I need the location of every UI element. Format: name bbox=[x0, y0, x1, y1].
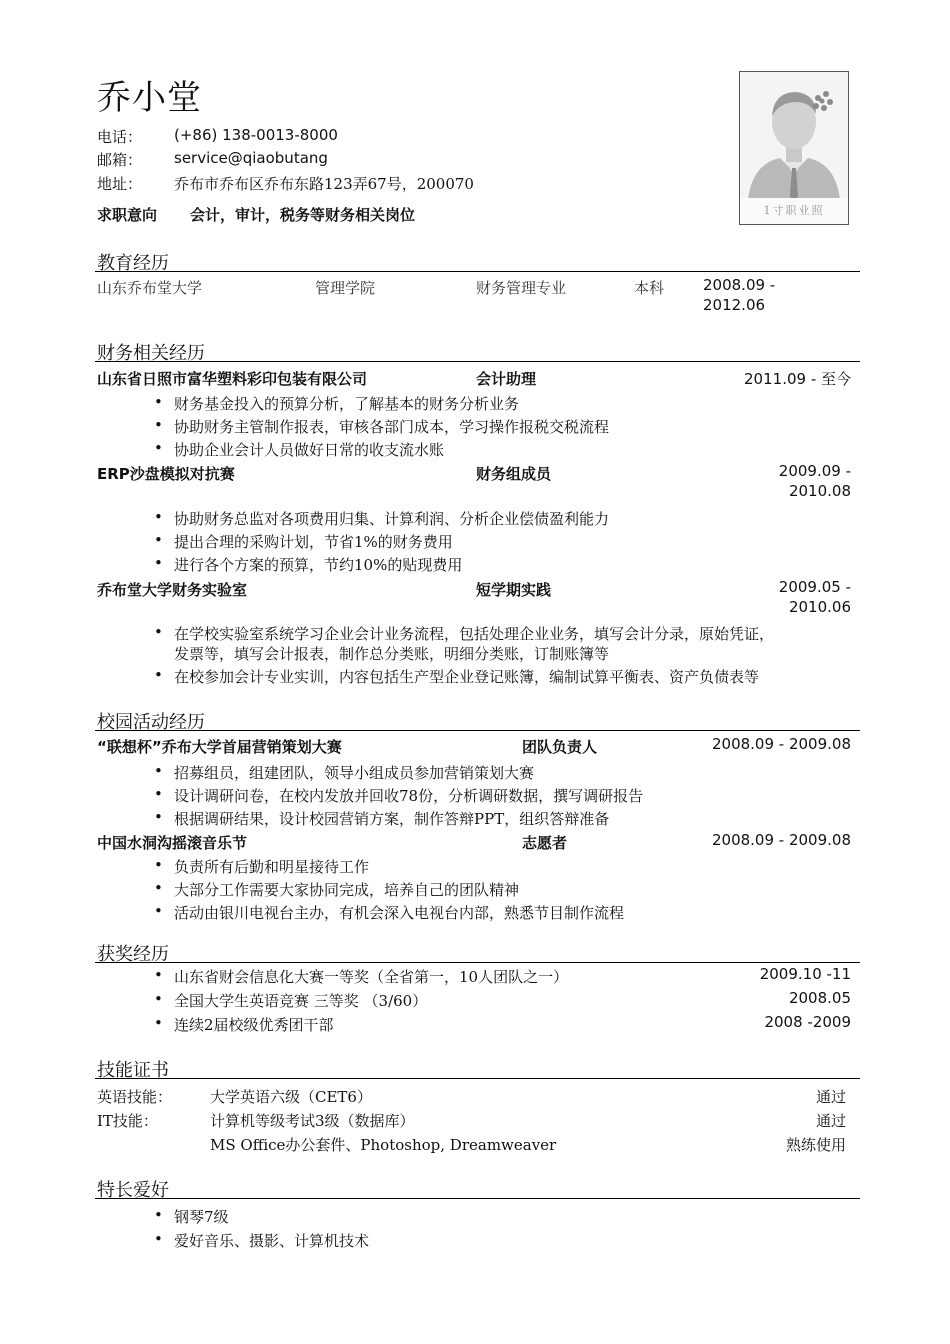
campus-role-1: 团队负责人 bbox=[522, 738, 598, 756]
finance-3-bullet-2: 在校参加会计专业实训，内容包括生产型企业登记账簿，编制试算平衡表、资产负债表等 bbox=[174, 668, 760, 686]
finance-role-1: 会计助理 bbox=[476, 370, 537, 388]
bullet-icon: • bbox=[154, 508, 163, 526]
awards-divider bbox=[95, 962, 860, 963]
campus-org-2: 中国水洞沟摇滚音乐节 bbox=[97, 834, 248, 852]
hobbies-section-title: 特长爱好 bbox=[97, 1180, 169, 1201]
bullet-icon: • bbox=[154, 990, 163, 1008]
bullet-icon: • bbox=[154, 966, 163, 984]
bullet-icon: • bbox=[154, 439, 163, 457]
bullet-icon: • bbox=[154, 762, 163, 780]
finance-org-3: 乔布堂大学财务实验室 bbox=[97, 581, 248, 599]
campus-2-bullet-1: 负责所有后勤和明星接待工作 bbox=[174, 858, 370, 876]
award-2: 全国大学生英语竞赛 三等奖 （3/60） bbox=[174, 992, 428, 1010]
bullet-icon: • bbox=[154, 1014, 163, 1032]
bullet-icon: • bbox=[154, 554, 163, 572]
campus-org-1: “联想杯”乔布大学首届营销策划大赛 bbox=[97, 738, 342, 756]
campus-date-2: 2008.09 - 2009.08 bbox=[711, 831, 851, 849]
finance-divider bbox=[95, 361, 860, 362]
finance-2-bullet-3: 进行各个方案的预算，节约10%的贴现费用 bbox=[174, 556, 463, 574]
education-divider bbox=[95, 271, 860, 272]
bullet-icon: • bbox=[154, 808, 163, 826]
skill-label-english: 英语技能： bbox=[97, 1088, 173, 1106]
photo-caption: 1寸职业照 bbox=[763, 204, 825, 217]
bullet-icon: • bbox=[154, 1206, 163, 1224]
finance-org-2: ERP沙盘模拟对抗赛 bbox=[97, 465, 235, 483]
bullet-icon: • bbox=[154, 531, 163, 549]
finance-role-3: 短学期实践 bbox=[476, 581, 552, 599]
bullet-icon: • bbox=[154, 785, 163, 803]
address-value: 乔布市乔布区乔布东路123弄67号，200070 bbox=[174, 175, 474, 193]
skill-level-office: 熟练使用 bbox=[785, 1136, 846, 1154]
finance-3-bullet-1-cont: 发票等，填写会计报表，制作总分类账，明细分类账，订制账簿等 bbox=[174, 645, 610, 663]
skills-divider bbox=[95, 1078, 860, 1079]
skill-desc-it: 计算机等级考试3级（数据库） bbox=[210, 1112, 415, 1130]
finance-role-2: 财务组成员 bbox=[476, 465, 552, 483]
award-date-1: 2009.10 -11 bbox=[759, 965, 851, 983]
resume-name: 乔小堂 bbox=[97, 78, 202, 118]
bullet-icon: • bbox=[154, 1230, 163, 1248]
campus-date-1: 2008.09 - 2009.08 bbox=[711, 735, 851, 753]
education-section-title: 教育经历 bbox=[97, 253, 169, 274]
education-school: 山东乔布堂大学 bbox=[97, 279, 203, 297]
campus-1-bullet-3: 根据调研结果，设计校园营销方案，制作答辩PPT，组织答辩准备 bbox=[174, 810, 610, 828]
skill-desc-office: MS Office办公套件、Photoshop, Dreamweaver bbox=[210, 1136, 557, 1154]
objective-value: 会计，审计，税务等财务相关岗位 bbox=[190, 206, 416, 224]
award-date-3: 2008 -2009 bbox=[764, 1013, 851, 1031]
bullet-icon: • bbox=[154, 856, 163, 874]
finance-org-1: 山东省日照市富华塑料彩印包装有限公司 bbox=[97, 370, 368, 388]
campus-role-2: 志愿者 bbox=[522, 834, 568, 852]
profile-photo bbox=[739, 71, 849, 225]
finance-2-bullet-1: 协助财务总监对各项费用归集、计算利润、分析企业偿债盈利能力 bbox=[174, 510, 610, 528]
skill-level-english: 通过 bbox=[815, 1088, 846, 1106]
address-label: 地址： bbox=[97, 175, 143, 193]
campus-1-bullet-1: 招募组员，组建团队，领导小组成员参加营销策划大赛 bbox=[174, 764, 535, 782]
campus-2-bullet-2: 大部分工作需要大家协同完成，培养自己的团队精神 bbox=[174, 881, 520, 899]
phone-value: (+86) 138-0013-8000 bbox=[174, 126, 338, 144]
finance-date-2-end: 2010.08 bbox=[788, 482, 851, 500]
finance-3-bullet-1: 在学校实验室系统学习企业会计业务流程，包括处理企业业务，填写会计分录，原始凭证， bbox=[174, 625, 775, 643]
award-3: 连续2届校级优秀团干部 bbox=[174, 1016, 334, 1034]
bullet-icon: • bbox=[154, 623, 163, 641]
education-college: 管理学院 bbox=[315, 279, 376, 297]
campus-2-bullet-3: 活动由银川电视台主办，有机会深入电视台内部，熟悉节目制作流程 bbox=[174, 904, 625, 922]
hobby-2: 爱好音乐、摄影、计算机技术 bbox=[174, 1232, 370, 1250]
hobbies-divider bbox=[95, 1198, 860, 1199]
finance-1-bullet-2: 协助财务主管制作报表，审核各部门成本，学习操作报税交税流程 bbox=[174, 418, 610, 436]
education-date-start: 2008.09 - bbox=[703, 276, 776, 294]
email-value: service@qiaobutang bbox=[174, 149, 328, 167]
finance-date-3-end: 2010.06 bbox=[788, 598, 851, 616]
skill-level-it: 通过 bbox=[815, 1112, 846, 1130]
bullet-icon: • bbox=[154, 902, 163, 920]
finance-section-title: 财务相关经历 bbox=[97, 343, 205, 364]
education-date-end: 2012.06 bbox=[703, 296, 766, 314]
finance-1-bullet-3: 协助企业会计人员做好日常的收支流水账 bbox=[174, 441, 445, 459]
finance-1-bullet-1: 财务基金投入的预算分析，了解基本的财务分析业务 bbox=[174, 395, 520, 413]
objective-label: 求职意向 bbox=[97, 206, 158, 224]
award-1: 山东省财会信息化大赛一等奖（全省第一，10人团队之一） bbox=[174, 968, 569, 986]
bullet-icon: • bbox=[154, 666, 163, 684]
finance-date-2-start: 2009.09 - bbox=[778, 462, 851, 480]
campus-1-bullet-2: 设计调研问卷，在校内发放并回收78份，分析调研数据，撰写调研报告 bbox=[174, 787, 644, 805]
bullet-icon: • bbox=[154, 879, 163, 897]
finance-2-bullet-2: 提出合理的采购计划，节省1%的财务费用 bbox=[174, 533, 453, 551]
skills-section-title: 技能证书 bbox=[97, 1060, 169, 1081]
finance-date-3-start: 2009.05 - bbox=[778, 578, 851, 596]
education-major: 财务管理专业 bbox=[476, 279, 567, 297]
award-date-2: 2008.05 bbox=[788, 989, 851, 1007]
campus-section-title: 校园活动经历 bbox=[97, 712, 205, 733]
skill-desc-english: 大学英语六级（CET6） bbox=[210, 1088, 372, 1106]
skill-label-it: IT技能： bbox=[97, 1112, 158, 1130]
awards-section-title: 获奖经历 bbox=[97, 944, 169, 965]
phone-label: 电话： bbox=[97, 128, 143, 146]
bullet-icon: • bbox=[154, 393, 163, 411]
email-label: 邮箱： bbox=[97, 151, 143, 169]
campus-divider bbox=[95, 730, 860, 731]
hobby-1: 钢琴7级 bbox=[174, 1208, 229, 1226]
bullet-icon: • bbox=[154, 416, 163, 434]
finance-date-1: 2011.09 - 至今 bbox=[744, 370, 851, 388]
education-degree: 本科 bbox=[634, 279, 665, 297]
